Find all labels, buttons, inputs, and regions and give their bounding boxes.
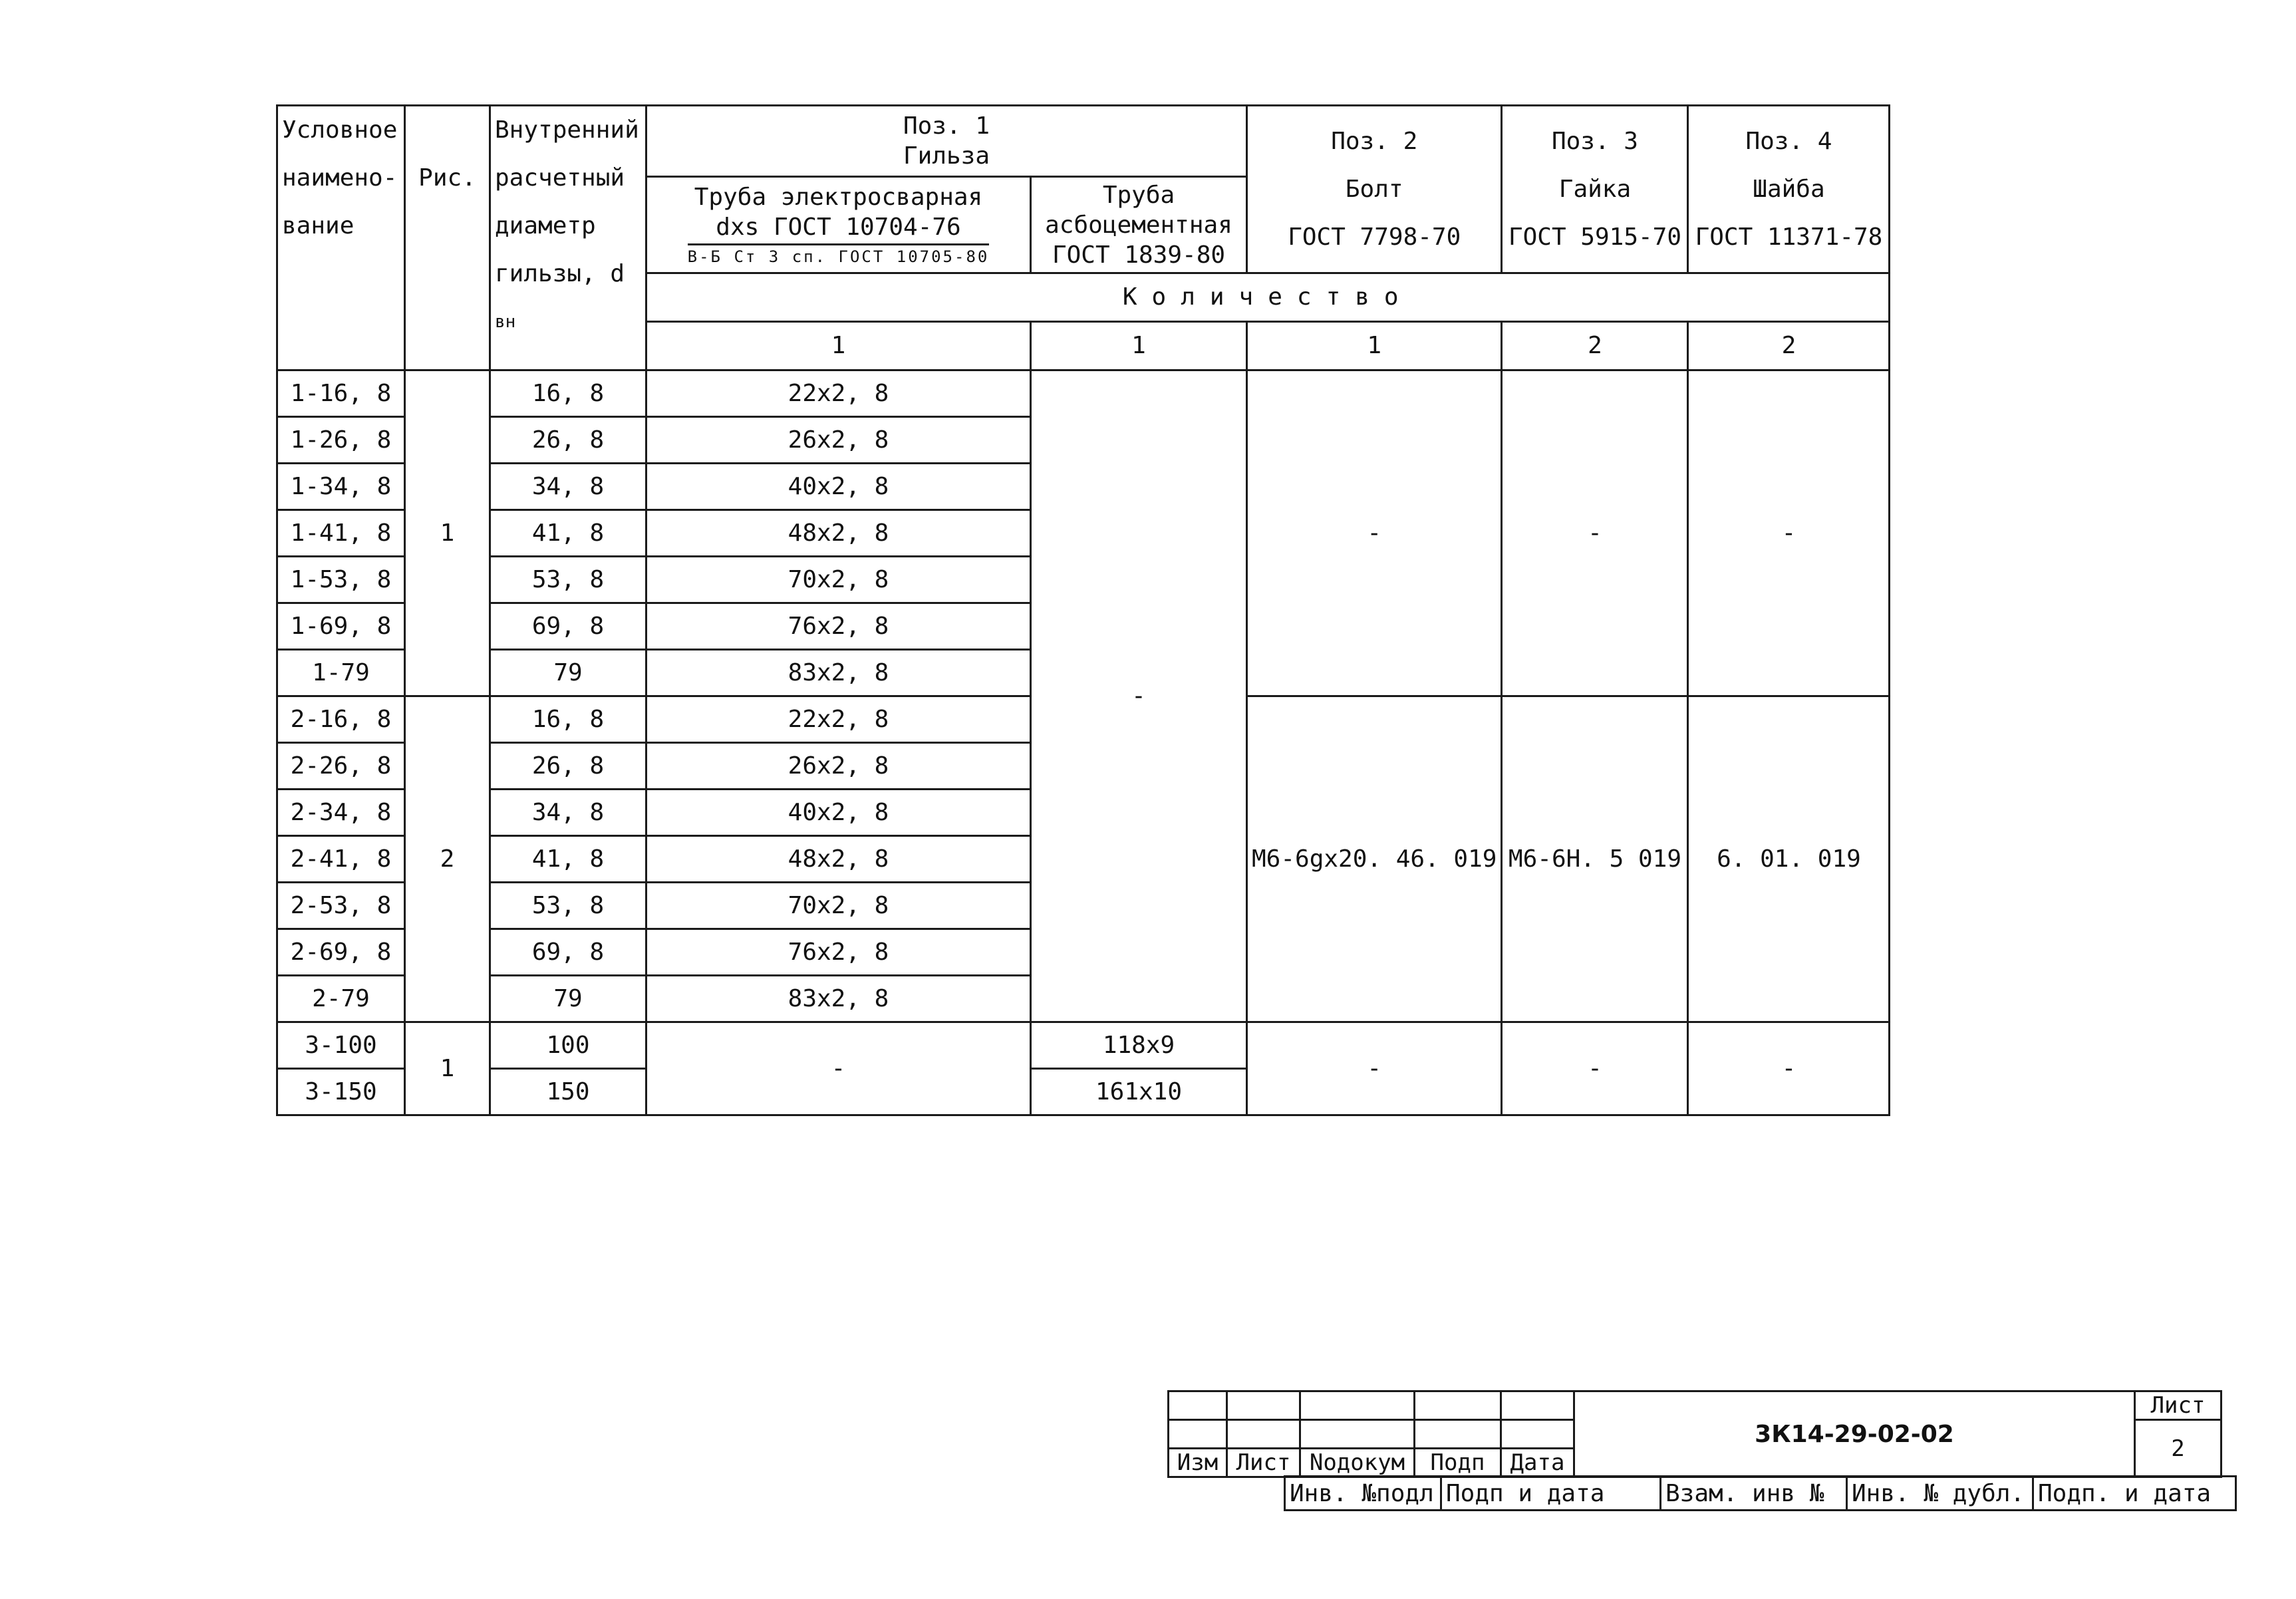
- row-diameter: 79: [490, 650, 646, 696]
- bolt-dash-g1: -: [1247, 370, 1502, 696]
- sheet-label: Лист: [2135, 1391, 2222, 1420]
- inv-duplicate: Инв. № дубл.: [1847, 1477, 2033, 1511]
- row-name: 2-79: [277, 976, 405, 1022]
- row-pipe: 26x2, 8: [646, 417, 1031, 464]
- revision-cell: [1300, 1420, 1415, 1449]
- title-block: [1167, 1390, 2222, 1478]
- sign-date-1: Подп и дата: [1441, 1477, 1661, 1511]
- figure-cell: 1: [405, 1022, 490, 1115]
- row-pipe: 70x2, 8: [646, 557, 1031, 603]
- sign-date-2: Подп. и дата: [2033, 1477, 2236, 1511]
- row-name: 2-16, 8: [277, 696, 405, 743]
- revision-cell: [1227, 1391, 1300, 1420]
- row-pipe: 40x2, 8: [646, 464, 1031, 510]
- revision-cell: [1300, 1391, 1415, 1420]
- row-name: 1-69, 8: [277, 603, 405, 650]
- row-diameter: 34, 8: [490, 464, 646, 510]
- header-inner-diameter: Внутренний расчетный диаметр гильзы, d вн: [490, 106, 646, 370]
- header-asbestos-pipe: Труба асбоцементная ГОСТ 1839-80: [1031, 177, 1247, 273]
- revision-cell: [1415, 1391, 1501, 1420]
- row-diameter: 16, 8: [490, 696, 646, 743]
- qty-pos1-welded: 1: [646, 322, 1031, 370]
- label-sheet: Лист: [1227, 1449, 1300, 1477]
- header-designation: Условное наимено- вание: [277, 106, 405, 370]
- label-change: Изм: [1169, 1449, 1227, 1477]
- row-name: 2-41, 8: [277, 836, 405, 883]
- row-name: 1-41, 8: [277, 510, 405, 557]
- row-diameter: 53, 8: [490, 883, 646, 929]
- row-pipe: 48x2, 8: [646, 510, 1031, 557]
- qty-pos1-asbestos: 1: [1031, 322, 1247, 370]
- label-doc-no: Nодокум: [1300, 1449, 1415, 1477]
- header-pos4: Поз. 4 Шайба ГОСТ 11371-78: [1688, 106, 1890, 273]
- revision-cell: [1227, 1420, 1300, 1449]
- revision-cell: [1501, 1391, 1574, 1420]
- row-name: 2-34, 8: [277, 790, 405, 836]
- row-pipe: 70x2, 8: [646, 883, 1031, 929]
- row-diameter: 41, 8: [490, 510, 646, 557]
- row-name: 2-53, 8: [277, 883, 405, 929]
- row-diameter: 16, 8: [490, 370, 646, 417]
- inv-original: Инв. №подл: [1285, 1477, 1441, 1511]
- qty-pos3: 2: [1502, 322, 1688, 370]
- nut-spec-g2: М6-6Н. 5 019: [1502, 696, 1688, 1022]
- revision-cell: [1501, 1420, 1574, 1449]
- header-pos2: Поз. 2 Болт ГОСТ 7798-70: [1247, 106, 1502, 273]
- row-pipe: 22x2, 8: [646, 370, 1031, 417]
- row-name: 1-16, 8: [277, 370, 405, 417]
- row-diameter: 41, 8: [490, 836, 646, 883]
- header-welded-pipe: Труба электросварная dxs ГОСТ 10704-76 В-Б Ст 3 сп. ГОСТ 10705-80: [646, 177, 1031, 273]
- header-quantity: Количество: [646, 273, 1890, 322]
- figure-cell: 1: [405, 370, 490, 696]
- row-diameter: 26, 8: [490, 417, 646, 464]
- row-name: 1-79: [277, 650, 405, 696]
- specification-table: [276, 104, 1890, 1116]
- row-name: 3-150: [277, 1069, 405, 1115]
- row-name: 2-69, 8: [277, 929, 405, 976]
- revision-cell: [1169, 1420, 1227, 1449]
- row-asbestos: 118x9: [1031, 1022, 1247, 1069]
- row-pipe: 76x2, 8: [646, 929, 1031, 976]
- nut-dash-g1: -: [1502, 370, 1688, 696]
- label-signature: Подп: [1415, 1449, 1501, 1477]
- row-pipe: 48x2, 8: [646, 836, 1031, 883]
- revision-cell: [1415, 1420, 1501, 1449]
- row-diameter: 53, 8: [490, 557, 646, 603]
- header-figure: Рис.: [405, 106, 490, 370]
- sheet-number: 2: [2135, 1420, 2222, 1477]
- row-pipe: 22x2, 8: [646, 696, 1031, 743]
- figure-cell: 2: [405, 696, 490, 1022]
- row-diameter: 34, 8: [490, 790, 646, 836]
- asbestos-dash: -: [1031, 370, 1247, 1022]
- row-name: 3-100: [277, 1022, 405, 1069]
- row-pipe: 76x2, 8: [646, 603, 1031, 650]
- qty-pos4: 2: [1688, 322, 1890, 370]
- row-pipe: 83x2, 8: [646, 650, 1031, 696]
- row-pipe: 83x2, 8: [646, 976, 1031, 1022]
- row-diameter: 79: [490, 976, 646, 1022]
- header-pos1: Поз. 1 Гильза: [646, 106, 1247, 177]
- bolt-spec-g2: М6-6gx20. 46. 019: [1247, 696, 1502, 1022]
- row-name: 1-53, 8: [277, 557, 405, 603]
- document-number: 3К14-29-02-02: [1574, 1391, 2135, 1477]
- bolt-dash-g3: -: [1247, 1022, 1502, 1115]
- row-diameter: 69, 8: [490, 929, 646, 976]
- row-diameter: 100: [490, 1022, 646, 1069]
- welded-pipe-dash-g3: -: [646, 1022, 1031, 1115]
- replacement-inv: Взам. инв №: [1661, 1477, 1847, 1511]
- washer-dash-g3: -: [1688, 1022, 1890, 1115]
- row-name: 1-26, 8: [277, 417, 405, 464]
- row-pipe: 40x2, 8: [646, 790, 1031, 836]
- inventory-strip: [1284, 1475, 2237, 1511]
- nut-dash-g3: -: [1502, 1022, 1688, 1115]
- revision-cell: [1169, 1391, 1227, 1420]
- row-diameter: 26, 8: [490, 743, 646, 790]
- row-asbestos: 161x10: [1031, 1069, 1247, 1115]
- row-diameter: 150: [490, 1069, 646, 1115]
- header-pos3: Поз. 3 Гайка ГОСТ 5915-70: [1502, 106, 1688, 273]
- row-name: 2-26, 8: [277, 743, 405, 790]
- label-date: Дата: [1501, 1449, 1574, 1477]
- row-diameter: 69, 8: [490, 603, 646, 650]
- washer-spec-g2: 6. 01. 019: [1688, 696, 1890, 1022]
- row-pipe: 26x2, 8: [646, 743, 1031, 790]
- washer-dash-g1: -: [1688, 370, 1890, 696]
- row-name: 1-34, 8: [277, 464, 405, 510]
- qty-pos2: 1: [1247, 322, 1502, 370]
